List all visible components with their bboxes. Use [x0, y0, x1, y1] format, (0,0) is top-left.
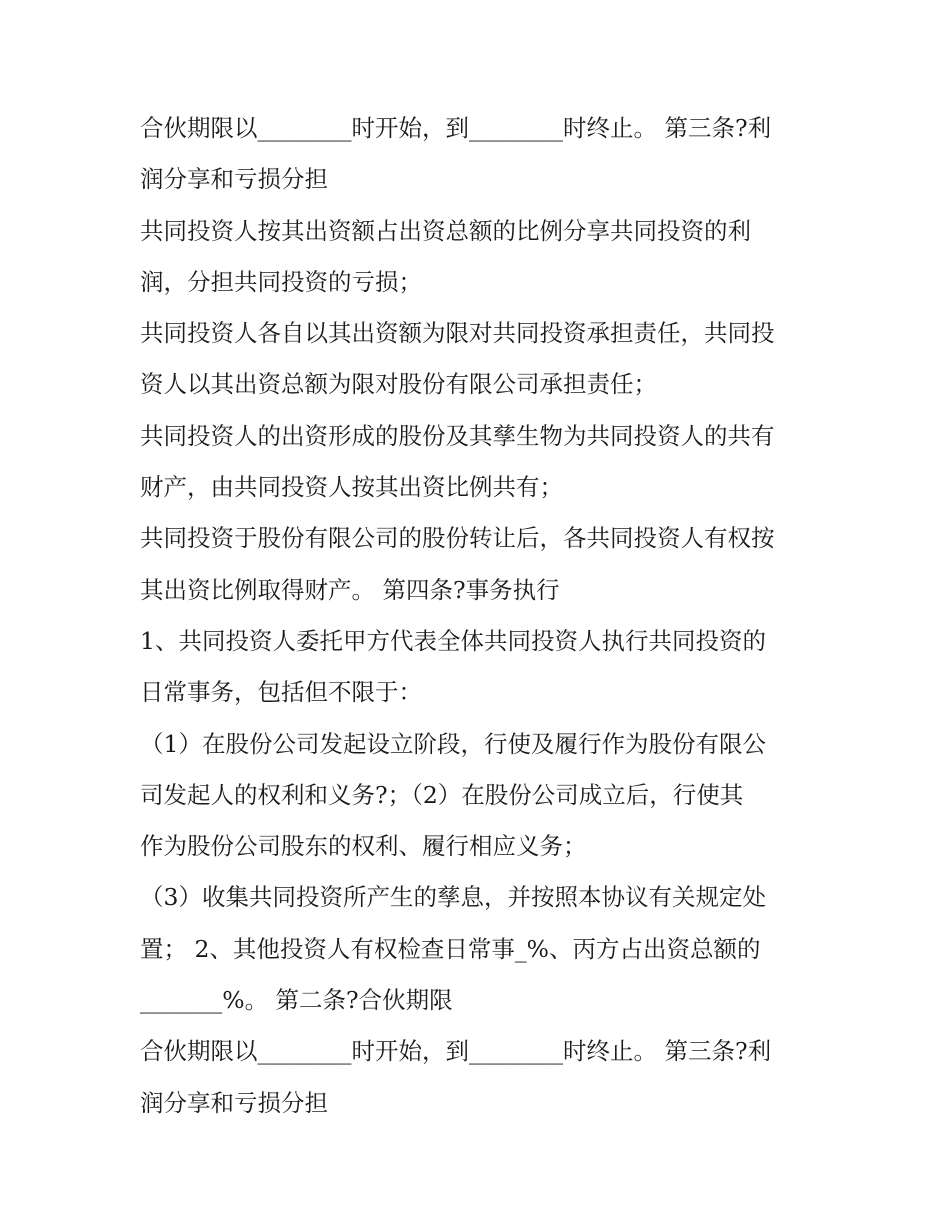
text-line: 资人以其出资总额为限对股份有限公司承担责任； — [140, 370, 657, 399]
text-line: 共同投资人的出资形成的股份及其孳生物为共同投资人的共有 — [140, 421, 775, 450]
text-line: （3）收集共同投资所产生的孳息，并按照本协议有关规定处 — [140, 883, 766, 912]
text-line: 作为股份公司股东的权利、履行相应义务； — [140, 832, 587, 861]
text-line: 日常事务，包括但不限于： — [140, 678, 422, 707]
text-line: 合伙期限以________时开始，到________时终止。 第三条?利 — [140, 114, 772, 142]
text-line: 共同投资人按其出资额占出资总额的比例分享共同投资的利 — [140, 216, 751, 245]
text-line: 财产，由共同投资人按其出资比例共有； — [140, 473, 563, 502]
text-line: 置； 2、其他投资人有权检查日常事_%、丙方占出资总额的 — [140, 934, 761, 963]
text-line: 润，分担共同投资的亏损； — [140, 267, 422, 296]
text-line: _______%。 第二条?合伙期限 — [140, 986, 453, 1015]
document-body — [140, 103, 830, 1129]
text-line: 1、共同投资人委托甲方代表全体共同投资人执行共同投资的 — [140, 626, 766, 655]
text-line: 共同投资人各自以其出资额为限对共同投资承担责任，共同投 — [140, 319, 775, 348]
text-line: 润分享和亏损分担 — [140, 165, 328, 194]
text-line: （1）在股份公司发起设立阶段，行使及履行作为股份有限公 — [140, 729, 766, 758]
text-line: 共同投资于股份有限公司的股份转让后，各共同投资人有权按 — [140, 524, 775, 553]
text-line: 润分享和亏损分担 — [140, 1088, 328, 1117]
text-line: 其出资比例取得财产。 第四条?事务执行 — [140, 575, 560, 604]
text-line: 司发起人的权利和义务?；（2）在股份公司成立后，行使其 — [140, 780, 744, 809]
text-line: 合伙期限以________时开始，到________时终止。 第三条?利 — [140, 1037, 772, 1066]
